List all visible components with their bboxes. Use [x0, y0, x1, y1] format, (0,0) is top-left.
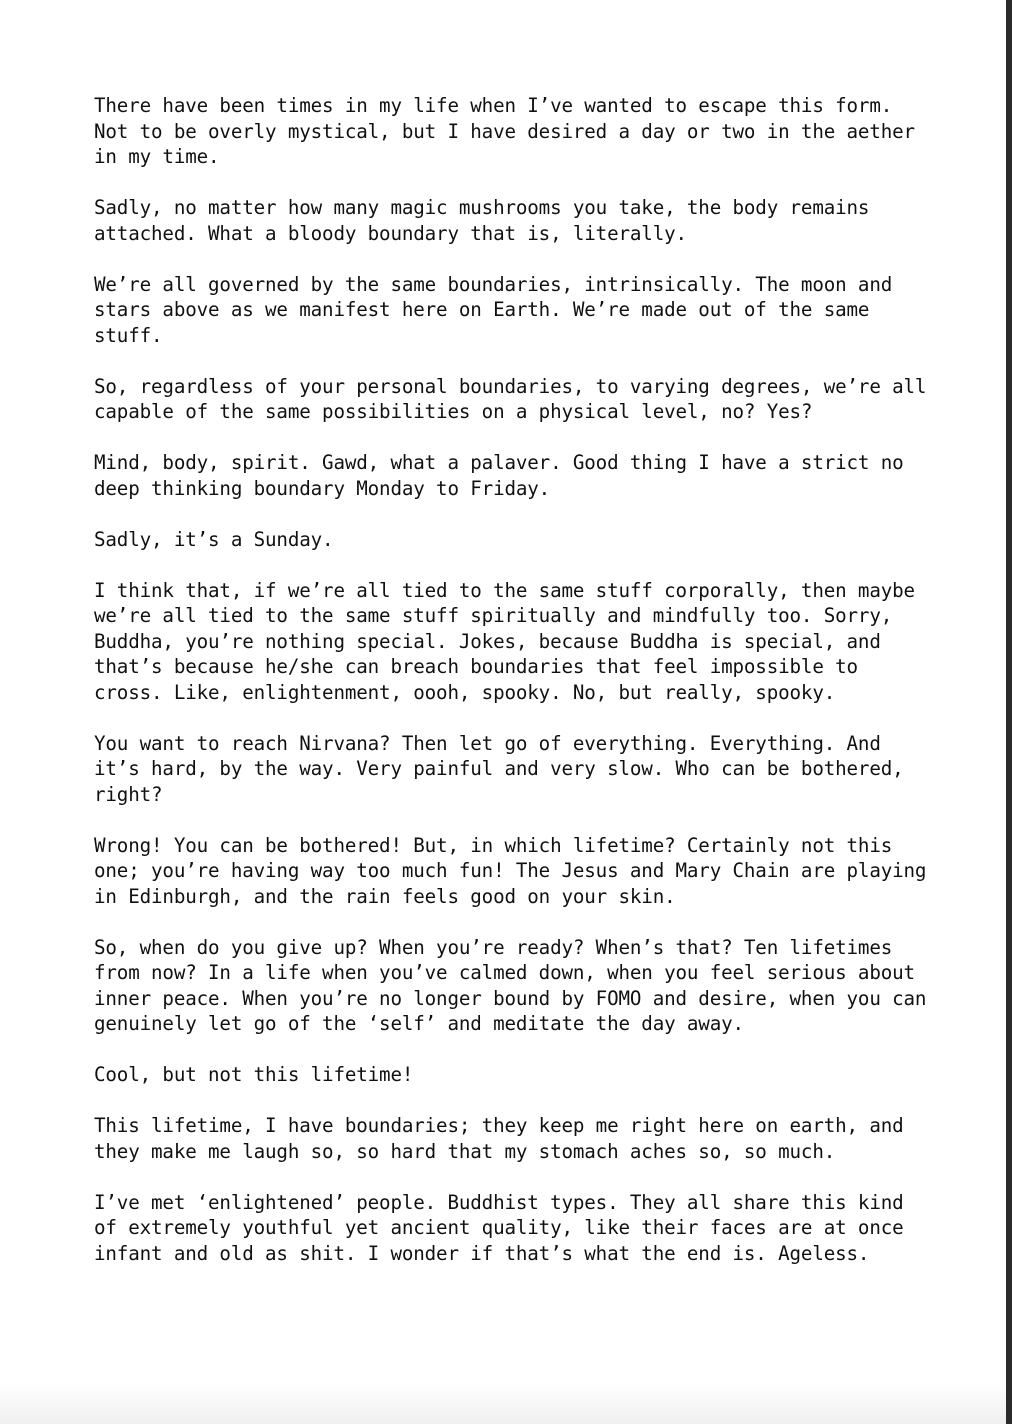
paragraph-5: Mind, body, spirit. Gawd, what a palaver. Good thing I have a strict no deep thinking boundary Monday to Friday. [94, 451, 904, 500]
paragraph-8: You want to reach Nirvana? Then let go of everything. Everything. And it’s hard, by the way. Very painful and very slow. Who can be bothered, right? [94, 731, 904, 806]
paragraph-12: This lifetime, I have boundaries; they keep me right here on earth, and they make me laugh so, so hard that my stomach aches so, so much. [94, 1114, 904, 1163]
paragraph-10: So, when do you give up? When you’re ready? When’s that? Ten lifetimes from now? In a life when you’ve calmed down, when you feel serious about inner peace. When you’re no longer bound by FOMO and desire, when you can genuinely let go of the ‘self’ and meditate the day away. [94, 935, 927, 1035]
page-bottom-shadow [0, 1384, 1006, 1424]
window-edge [1006, 0, 1012, 1424]
paragraph-9: Wrong! You can be bothered! But, in which lifetime? Certainly not this one; you’re having way too much fun! The Jesus and Mary Chain are playing in Edinburgh, and the rain feels good on your skin. [94, 833, 927, 908]
paragraph-2: Sadly, no matter how many magic mushrooms you take, the body remains attached. What a bloody boundary that is, literally. [94, 196, 870, 245]
paragraph-4: So, regardless of your personal boundaries, to varying degrees, we’re all capable of the same possibilities on a physical level, no? Yes? [94, 374, 927, 423]
paragraph-7: I think that, if we’re all tied to the same stuff corporally, then maybe we’re all tied to the same stuff spiritually and mindfully too. Sorry, Buddha, you’re nothing special. Jokes, because Buddha is special, and that’s because he/she can breach boundaries that feel impossible to cross. Like, enlightenment, oooh, spooky. No, but really, spooky. [94, 578, 915, 704]
paragraph-13: I’ve met ‘enlightened’ people. Buddhist types. They all share this kind of extremely youthful yet ancient quality, like their faces are at once infant and old as shit. I wonder if that’s what the end is. Ageless. [94, 1190, 904, 1265]
document-body [94, 93, 927, 1292]
paragraph-3: We’re all governed by the same boundaries, intrinsically. The moon and stars above as we manifest here on Earth. We’re made out of the same stuff. [94, 272, 893, 347]
paragraph-1: There have been times in my life when I’ve wanted to escape this form. Not to be overly mystical, but I have desired a day or two in the aether in my time. [94, 94, 915, 168]
paragraph-6: Sadly, it’s a Sunday. [94, 527, 334, 551]
paragraph-11: Cool, but not this lifetime! [94, 1063, 414, 1086]
